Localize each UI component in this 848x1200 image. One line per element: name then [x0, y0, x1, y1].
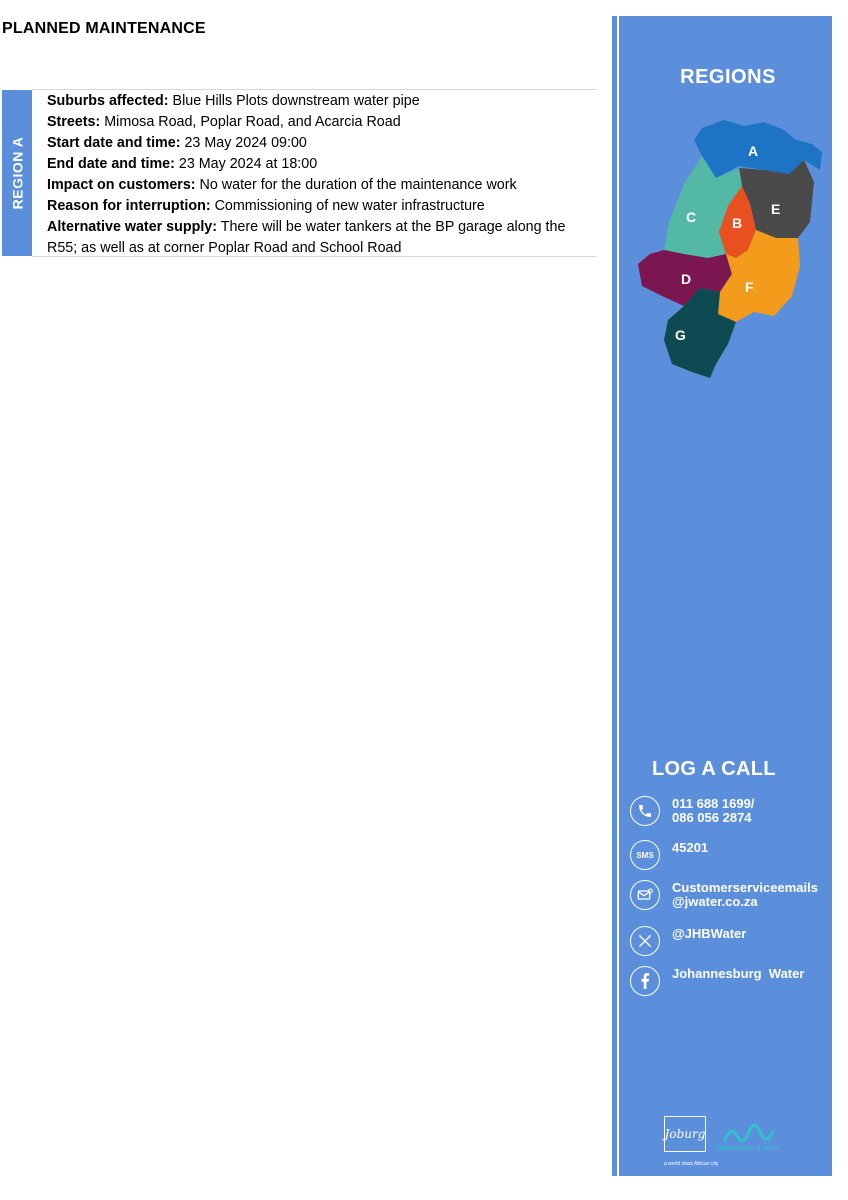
joburg-logo: [664, 1116, 706, 1152]
map-label-b: B: [732, 215, 743, 231]
johannesburg-water-logo: [716, 1122, 781, 1152]
sidebar-border-line: [617, 16, 619, 1176]
regions-heading: REGIONS: [680, 66, 776, 88]
contact-phone[interactable]: [630, 796, 754, 826]
contact-facebook[interactable]: [630, 966, 804, 996]
email-line-2: @jwater.co.za: [672, 894, 758, 909]
logos: [664, 1116, 781, 1152]
email-line-1: Customerserviceemails: [672, 880, 818, 895]
notice-row-suburbs: Suburbs affected: Blue Hills Plots downstream water pipe: [47, 93, 420, 109]
phone-number-1: 011 688 1699/: [672, 796, 755, 811]
joburg-logo-text: Joburg: [664, 1127, 706, 1141]
facebook-icon: [630, 966, 660, 996]
notice-row-streets: Streets: Mimosa Road, Poplar Road, and Acarcia Road: [47, 114, 401, 130]
map-label-g: G: [675, 327, 686, 343]
notice-row-reason: Reason for interruption: Commissioning of new water infrastructure: [47, 198, 485, 214]
contact-sms[interactable]: [630, 840, 708, 870]
regions-map: [624, 116, 826, 386]
johannesburg-water-logo-text: Johannesburg Water: [716, 1145, 781, 1152]
joburg-tagline: a world class African city: [664, 1161, 719, 1167]
notice-row-impact: Impact on customers: No water for the duration of the maintenance work: [47, 177, 517, 193]
page-title: PLANNED MAINTENANCE: [2, 20, 206, 37]
map-label-f: F: [745, 279, 754, 295]
map-label-c: C: [686, 209, 697, 225]
contact-email[interactable]: [630, 880, 818, 910]
sms-icon: [630, 840, 660, 870]
sms-icon-label: SMS: [636, 850, 654, 860]
map-label-a: A: [748, 143, 759, 159]
phone-number-2: 086 056 2874: [672, 810, 752, 825]
top-divider: [32, 89, 597, 90]
water-wave-icon: [721, 1122, 775, 1144]
region-tab: [2, 90, 32, 256]
sms-number: 45201: [672, 840, 709, 855]
notice-row-end: End date and time: 23 May 2024 at 18:00: [47, 156, 318, 172]
sidebar: [612, 16, 832, 1176]
map-label-e: E: [771, 201, 781, 217]
contact-x[interactable]: [630, 926, 746, 956]
log-a-call-heading: LOG A CALL: [652, 758, 776, 780]
notice-row-start: Start date and time: 23 May 2024 09:00: [47, 135, 307, 151]
notice-row-alternative: Alternative water supply: There will be water tankers at the BP garage along the R55; as well as at corner Poplar Road and School Road: [47, 219, 566, 256]
map-label-d: D: [681, 271, 692, 287]
x-icon: [630, 926, 660, 956]
facebook-name: Johannesburg Water: [672, 966, 805, 981]
phone-icon: [630, 796, 660, 826]
email-icon: [630, 880, 660, 910]
maintenance-notice: [47, 91, 597, 259]
region-tab-label: REGION A: [9, 136, 25, 210]
x-handle: @JHBWater: [672, 926, 747, 941]
